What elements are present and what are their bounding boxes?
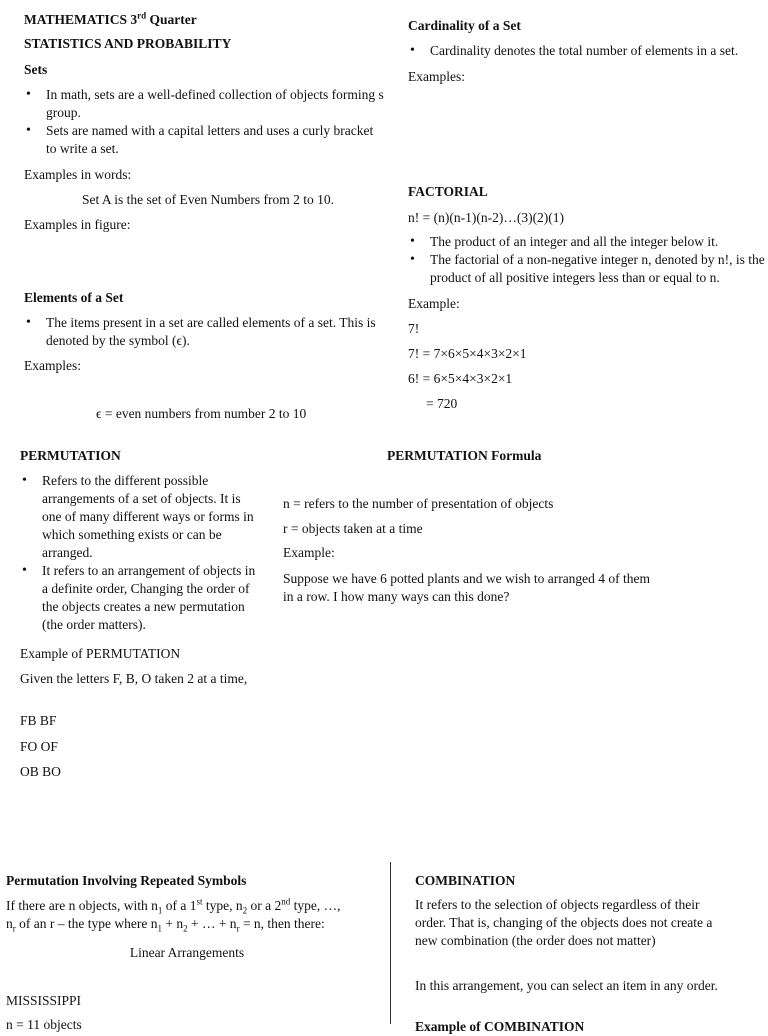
list-item: • It refers to an arrangement of objects in a definite order, Changing the order of the objects creates a new permutation (the order matters). (20, 562, 260, 634)
combination-definition: It refers to the selection of objects regardless of their order. That is, changing of the objects does not create a new combination (the order does not matter) (415, 897, 713, 948)
combination-order-note: In this arrangement, you can select an item in any order. (415, 978, 718, 993)
elements-heading: Elements of a Set (24, 290, 124, 305)
object-count: n = 11 objects (6, 1017, 82, 1032)
list-item: • The product of an integer and all the integer below it. (408, 233, 768, 251)
r-definition: r = objects taken at a time (283, 521, 423, 536)
list-item: • The items present in a set are called elements of a set. This is denoted by the symbol (ϵ). (24, 314, 389, 350)
repeated-heading: Permutation Involving Repeated Symbols (6, 873, 247, 888)
combination-example-label: Example of COMBINATION (415, 1019, 585, 1034)
permutation-pair: FB BF (20, 713, 57, 728)
example-set-a: Set A is the set of Even Numbers from 2 to 10. (82, 192, 334, 207)
factorial-bullets (408, 233, 768, 287)
elements-bullets (24, 314, 389, 350)
mississippi-word: MISSISSIPPI (6, 993, 82, 1008)
factorial-formula: n! = (n)(n-1)(n-2)…(3)(2)(1) (408, 210, 565, 225)
factorial-line: 7! (408, 321, 420, 336)
repeated-definition: If there are n objects, with $n_1$ of a 1st type, $n_2$ or a 2nd type, …, $n_r$ of an r – the type where $n_1 + n_2$ + … + $n_r = n$, then there: (6, 896, 341, 934)
formula-example-label: Example: (283, 545, 335, 560)
sets-bullets (24, 86, 384, 158)
factorial-heading: FACTORIAL (408, 184, 488, 199)
topic-title: STATISTICS AND PROBABILITY (24, 36, 232, 51)
elements-example: ϵ = even numbers from number 2 to 10 (96, 406, 307, 421)
subject-title: MATHEMATICS 3rd Quarter (24, 10, 197, 27)
permutation-formula-heading: PERMUTATION Formula (387, 448, 542, 463)
column-divider (390, 862, 391, 1024)
permutation-bullets (20, 472, 260, 634)
n-definition: n = refers to the number of presentation of objects (283, 496, 554, 511)
permutation-pair: OB BO (20, 764, 61, 779)
permutation-pair: FO OF (20, 739, 58, 754)
combination-heading: COMBINATION (415, 873, 516, 888)
factorial-line: 7! = 7×6×5×4×3×2×1 (408, 346, 527, 361)
list-item: • The factorial of a non-negative integer n, denoted by n!, is the product of all positive integers less than or equal to n. (408, 251, 768, 287)
elements-examples-label: Examples: (24, 358, 81, 373)
examples-figure-label: Examples in figure: (24, 217, 131, 232)
examples-words-label: Examples in words: (24, 167, 132, 182)
permutation-given: Given the letters F, B, O taken 2 at a time, (20, 671, 248, 686)
cardinality-heading: Cardinality of a Set (408, 18, 521, 33)
cardinality-examples-label: Examples: (408, 69, 465, 84)
factorial-line: 6! = 6×5×4×3×2×1 (408, 371, 513, 386)
factorial-line: = 720 (426, 396, 458, 411)
list-item: • Sets are named with a capital letters and uses a curly bracket to write a set. (24, 122, 384, 158)
sets-heading: Sets (24, 62, 48, 77)
linear-arrangements: Linear Arrangements (129, 945, 245, 960)
list-item: • In math, sets are a well-defined collection of objects forming s group. (24, 86, 384, 122)
cardinality-bullets (408, 42, 766, 60)
list-item: • Refers to the different possible arrangements of a set of objects. It is one of many different ways or forms in which something exists or can be arranged. (20, 472, 260, 562)
permutation-heading: PERMUTATION (20, 448, 121, 463)
formula-problem: Suppose we have 6 potted plants and we wish to arranged 4 of them in a row. I how many ways can this done? (283, 571, 651, 604)
list-item: • Cardinality denotes the total number of elements in a set. (408, 42, 766, 60)
permutation-example-label: Example of PERMUTATION (20, 646, 181, 661)
factorial-example-label: Example: (408, 296, 460, 311)
